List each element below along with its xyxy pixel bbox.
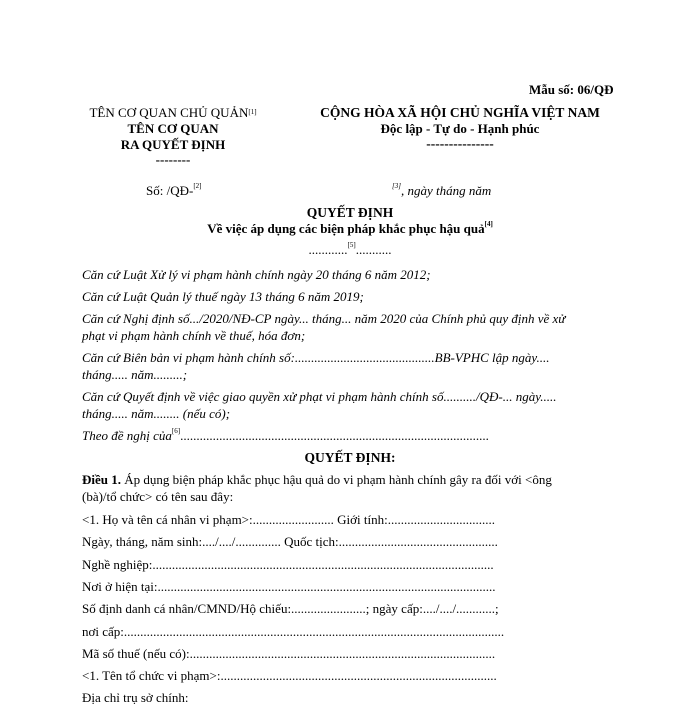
field-line-organization: <1. Tên tổ chức vi phạm>:.....................................................................................	[82, 668, 497, 683]
field-line-residence: Nơi ở hiện tại:........................................................................................................	[82, 579, 496, 594]
document-subtitle: Về việc áp dụng các biện pháp khắc phục hậu quả[4]	[207, 220, 493, 236]
preamble-line: Căn cứ Luật Quản lý thuế ngày 13 tháng 6 năm 2019;	[82, 289, 364, 304]
document-title: QUYẾT ĐỊNH	[306, 205, 394, 220]
preamble-line: Căn cứ Nghị định số.../2020/NĐ-CP ngày... tháng... năm 2020 của Chính phủ quy định về xử	[82, 311, 566, 326]
preamble-line: Căn cứ Quyết định về việc giao quyền xử phạt vi phạm hành chính số........../QĐ-... ngày.....	[82, 389, 557, 404]
footnote-ref-2: [2]	[193, 182, 202, 190]
proposal-line: Theo đề nghị của[6]...............................................................................................	[82, 427, 489, 443]
preamble-line: tháng..... năm.........;	[82, 367, 188, 382]
preamble-line: phạt vi phạm hành chính về thuế, hóa đơn;	[82, 328, 306, 343]
field-line-issued-place: nơi cấp:.....................................................................................................................	[82, 624, 505, 639]
place-date: [3], ngày tháng năm	[392, 182, 492, 198]
article-1-continued: (bà)/tổ chức> có tên sau đây:	[82, 489, 234, 504]
preamble-line: tháng..... năm........ (nếu có);	[82, 406, 231, 421]
right-header	[300, 105, 620, 150]
agency-name: TÊN CƠ QUAN	[127, 121, 219, 136]
decision-number: Số: /QĐ-[2]	[146, 182, 202, 198]
field-line-id: Số định danh cá nhân/CMND/Hộ chiếu:.......................; ngày cấp:..../..../............;	[82, 601, 499, 616]
article-1-label: Điều 1.	[82, 472, 121, 487]
preamble-line: Căn cứ Luật Xử lý vi phạm hành chính ngày 20 tháng 6 năm 2012;	[82, 267, 431, 282]
national-motto: Độc lập - Tự do - Hạnh phúc	[380, 121, 540, 136]
article-1: Điều 1. Áp dụng biện pháp khắc phục hậu quả do vi phạm hành chính gây ra đối với <ông	[82, 472, 552, 487]
footnote-ref-1: [1]	[248, 108, 257, 116]
national-title: CỘNG HÒA XÃ HỘI CHỦ NGHĨA VIỆT NAM	[320, 105, 600, 120]
footnote-ref-4: [4]	[484, 220, 493, 228]
field-line-birth: Ngày, tháng, năm sinh:..../..../.............. Quốc tịch:.................................................	[82, 534, 498, 549]
form-number: Mẫu số: 06/QĐ	[529, 82, 614, 97]
field-line-name: <1. Họ và tên cá nhân vi phạm>:......................... Giới tính:.................................	[82, 512, 495, 527]
footnote-ref-3: [3]	[392, 182, 401, 190]
agency-decision-label: RA QUYẾT ĐỊNH	[120, 137, 226, 152]
footnote-ref-5: [5]	[347, 241, 356, 249]
left-separator: --------	[155, 152, 191, 167]
preamble-line: Căn cứ Biên bản vi phạm hành chính số:...........................................BB-VPHC lập ngày....	[82, 350, 550, 365]
footnote-ref-6: [6]	[171, 427, 181, 435]
field-line-head-office: Địa chỉ trụ sở chính:	[82, 690, 189, 705]
right-separator: ---------------	[426, 136, 494, 151]
agency-parent-name: TÊN CƠ QUAN CHỦ QUẢN[1]	[89, 105, 257, 120]
field-line-tax-code: Mã số thuế (nếu có):..............................................................................................	[82, 646, 496, 661]
decision-heading: QUYẾT ĐỊNH:	[304, 450, 396, 465]
issuing-authority: ............[5]...........	[308, 241, 392, 257]
left-header	[78, 105, 268, 166]
field-line-occupation: Nghề nghiệp:.........................................................................................................	[82, 557, 494, 572]
